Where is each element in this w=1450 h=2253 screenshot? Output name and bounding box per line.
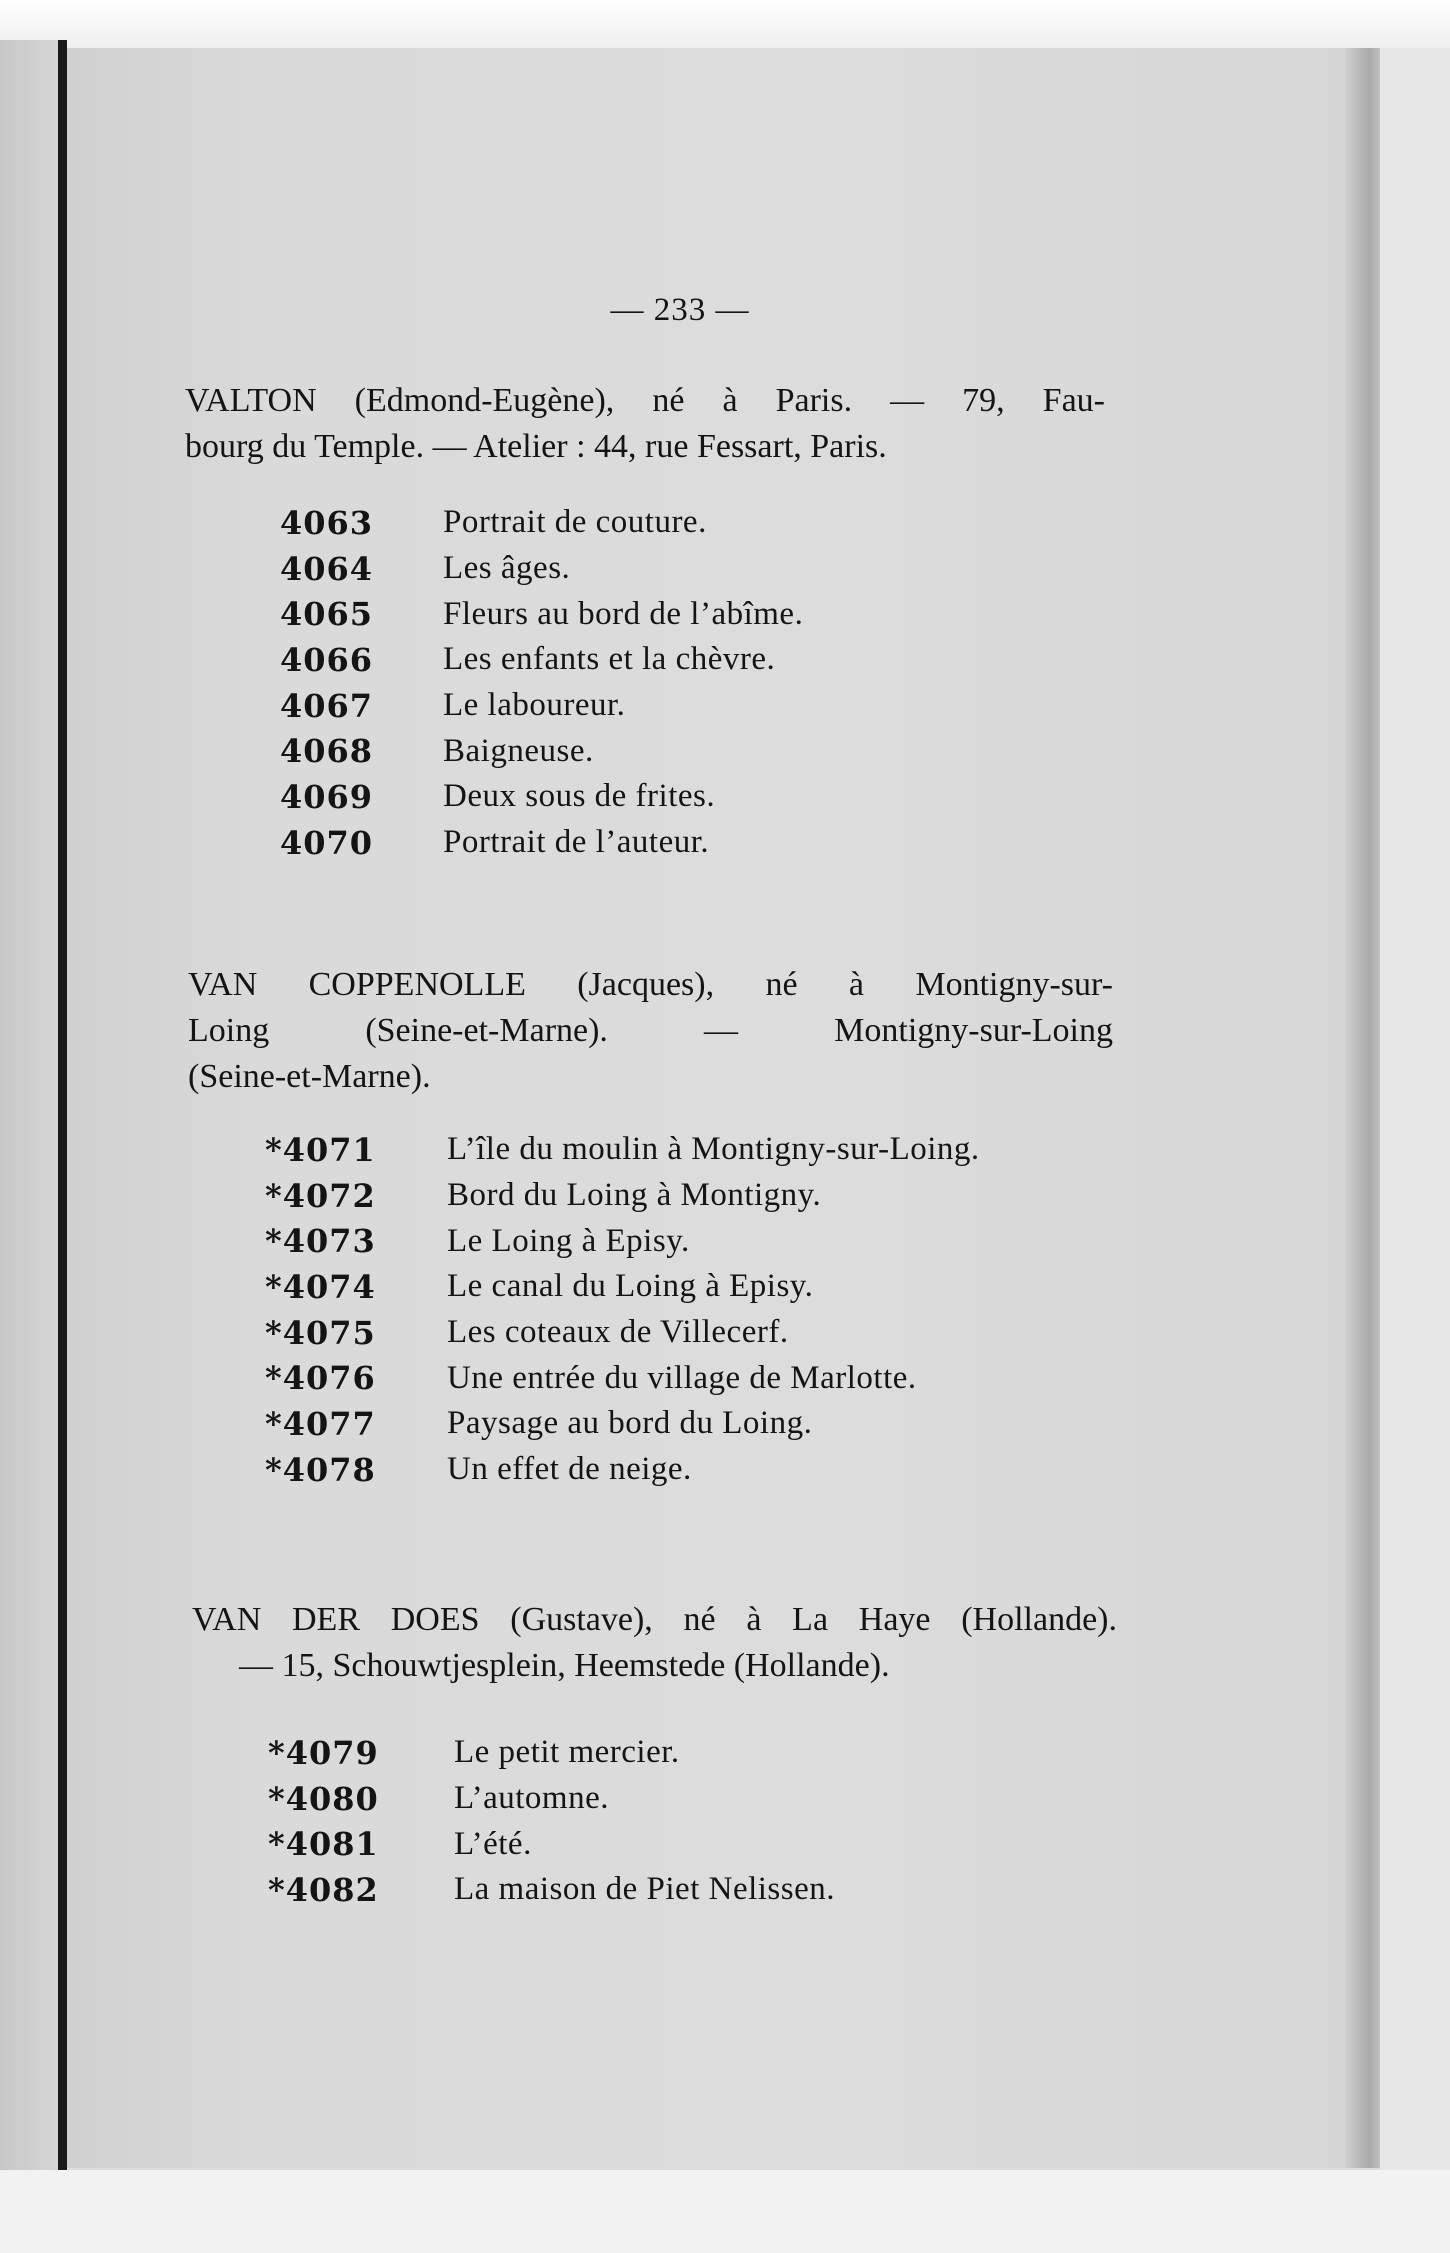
work-item bbox=[280, 683, 1130, 729]
work-number: *4077 bbox=[265, 1404, 376, 1443]
work-title: Le petit mercier. bbox=[454, 1734, 680, 1771]
work-item bbox=[280, 546, 1130, 592]
work-item bbox=[268, 1776, 1068, 1822]
scan-right-margin bbox=[1380, 48, 1450, 2253]
work-number: *4073 bbox=[265, 1222, 376, 1261]
work-number: 4069 bbox=[280, 777, 374, 816]
work-title: La maison de Piet Nelissen. bbox=[454, 1871, 836, 1908]
artist-header-line: bourg du Temple. — Atelier : 44, rue Fessart, Paris. bbox=[185, 428, 887, 465]
work-number: 4064 bbox=[280, 549, 374, 588]
work-item bbox=[268, 1821, 1068, 1867]
works-list bbox=[268, 1730, 1068, 1913]
work-number: *4076 bbox=[265, 1359, 376, 1398]
work-number: *4081 bbox=[268, 1825, 379, 1864]
work-number: 4066 bbox=[280, 640, 374, 679]
work-title: Une entrée du village de Marlotte. bbox=[447, 1359, 917, 1396]
work-title: Deux sous de frites. bbox=[443, 778, 716, 815]
work-title: Le canal du Loing à Episy. bbox=[447, 1268, 814, 1305]
work-item bbox=[268, 1730, 1068, 1776]
work-item bbox=[280, 591, 1130, 637]
work-number: *4079 bbox=[268, 1733, 379, 1772]
artist-header-line: Loing (Seine-et-Marne). — Montigny-sur-Loing bbox=[188, 1012, 1113, 1049]
work-title: Baigneuse. bbox=[443, 732, 594, 769]
work-item bbox=[265, 1310, 1135, 1356]
scan-left-margin bbox=[0, 40, 62, 2190]
work-title: Le laboureur. bbox=[443, 687, 626, 724]
work-title: L’île du moulin à Montigny-sur-Loing. bbox=[447, 1131, 980, 1168]
works-list bbox=[280, 500, 1130, 866]
work-title: Portrait de couture. bbox=[443, 504, 707, 541]
work-number: 4068 bbox=[280, 732, 374, 771]
work-title: Un effet de neige. bbox=[447, 1451, 692, 1488]
work-item bbox=[265, 1401, 1135, 1447]
work-number: *4078 bbox=[265, 1450, 376, 1489]
scan-top-edge bbox=[0, 0, 1450, 52]
work-number: 4065 bbox=[280, 595, 374, 634]
work-item bbox=[280, 728, 1130, 774]
work-number: 4070 bbox=[280, 823, 374, 862]
work-title: Bord du Loing à Montigny. bbox=[447, 1177, 822, 1214]
work-item bbox=[280, 637, 1130, 683]
work-item bbox=[265, 1173, 1135, 1219]
works-list bbox=[265, 1127, 1135, 1493]
page-edge-shadow bbox=[1345, 48, 1380, 2168]
work-number: 4063 bbox=[280, 503, 374, 542]
work-item bbox=[265, 1218, 1135, 1264]
artist-header-line: VAN DER DOES (Gustave), né à La Haye (Hollande). bbox=[192, 1601, 1117, 1638]
page-number: — 233 — bbox=[610, 292, 750, 328]
work-title: Fleurs au bord de l’abîme. bbox=[443, 595, 804, 632]
work-item bbox=[265, 1127, 1135, 1173]
artist-header-line: VAN COPPENOLLE (Jacques), né à Montigny-sur- bbox=[188, 966, 1113, 1003]
work-item bbox=[280, 774, 1130, 820]
work-title: Les coteaux de Villecerf. bbox=[447, 1314, 789, 1351]
book-binding-edge bbox=[58, 40, 67, 2170]
work-title: Les âges. bbox=[443, 550, 571, 587]
artist-header bbox=[188, 962, 1113, 1100]
artist-header bbox=[192, 1597, 1117, 1689]
work-item bbox=[280, 500, 1130, 546]
work-item bbox=[280, 820, 1130, 866]
work-number: *4082 bbox=[268, 1870, 379, 1909]
work-title: Paysage au bord du Loing. bbox=[447, 1405, 813, 1442]
work-number: *4072 bbox=[265, 1176, 376, 1215]
work-item bbox=[265, 1264, 1135, 1310]
scan-bottom-edge bbox=[0, 2170, 1450, 2253]
work-number: *4074 bbox=[265, 1267, 376, 1306]
artist-header-line: — 15, Schouwtjesplein, Heemstede (Hollande). bbox=[239, 1647, 890, 1684]
work-title: Portrait de l’auteur. bbox=[443, 824, 710, 861]
work-item bbox=[265, 1447, 1135, 1493]
work-number: *4080 bbox=[268, 1779, 379, 1818]
work-title: Le Loing à Episy. bbox=[447, 1222, 690, 1259]
work-item bbox=[265, 1355, 1135, 1401]
work-number: *4075 bbox=[265, 1313, 376, 1352]
work-number: *4071 bbox=[265, 1130, 376, 1169]
work-number: 4067 bbox=[280, 686, 374, 725]
work-title: Les enfants et la chèvre. bbox=[443, 641, 776, 678]
artist-header-line: VALTON (Edmond-Eugène), né à Paris. — 79, Fau- bbox=[185, 382, 1105, 419]
artist-header bbox=[185, 378, 1105, 470]
work-title: L’automne. bbox=[454, 1780, 609, 1817]
artist-header-line: (Seine-et-Marne). bbox=[188, 1058, 431, 1095]
work-title: L’été. bbox=[454, 1825, 532, 1862]
work-item bbox=[268, 1867, 1068, 1913]
